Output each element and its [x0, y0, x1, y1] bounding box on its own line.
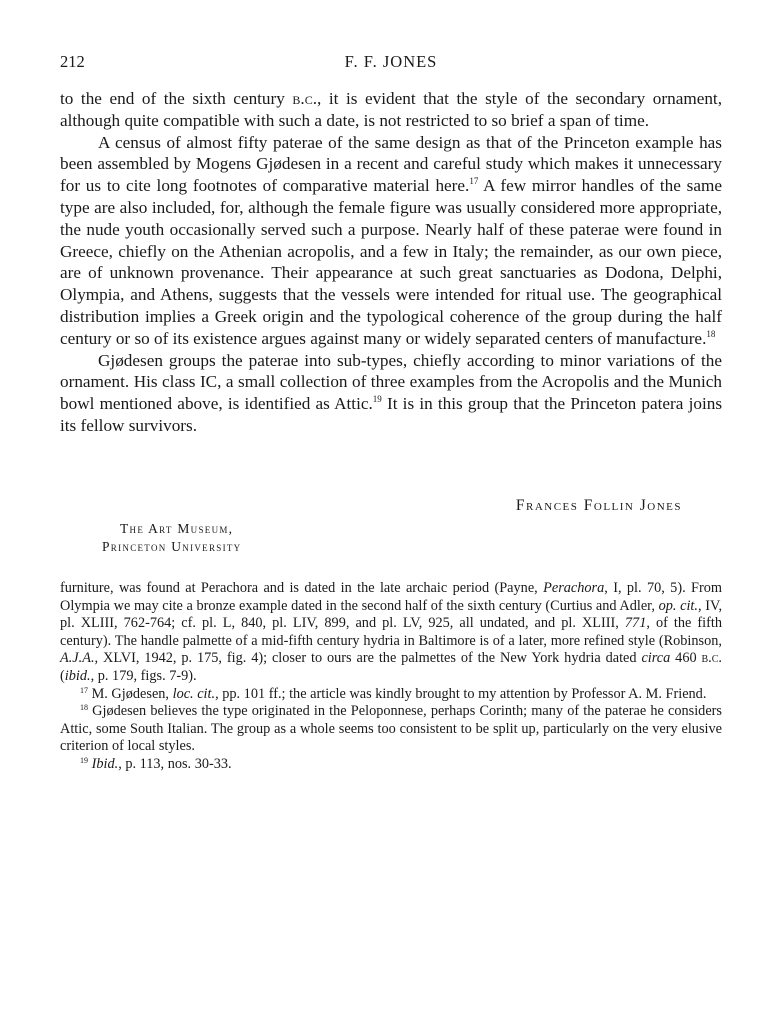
fn-cont-t3: , IV, pl. XLIII, 762-764; cf. pl. L, 840, pl. LIV, 899, and pl. LV, 925, all undated, and pl. XLIII,	[60, 597, 723, 632]
footnote-19	[60, 756, 722, 774]
fn-cont-t6: 460	[670, 650, 702, 667]
affiliation-line-1: The Art Museum,	[120, 521, 234, 536]
p1-text-a: to the end of the sixth century	[60, 89, 293, 108]
fn-cont-i1: Perachora	[543, 580, 605, 596]
p2-text-a: A census of almost fifty paterae of the same design as that of the Princeton example has been assembled by Mogens Gjødesen in a recent and careful study which makes it unnecessary for us to cite long footnotes of comparative material here.	[60, 132, 722, 196]
footnote-17	[60, 686, 722, 704]
fn18-text: Gjødesen believes the type originated in the Peloponnese, perhaps Corinth; many of the paterae he considers Attic, some South Italian. The group as a whole seems too consistent to be split up, particularly on the very elusive criterion of local styles.	[60, 703, 722, 755]
footnote-ref-19: 19	[372, 394, 382, 405]
affiliation-line-2: Princeton University	[102, 539, 242, 554]
fn-cont-i4: A.J.A.	[60, 650, 95, 667]
fn18-num: 18	[80, 703, 88, 713]
page-number: 212	[60, 52, 85, 71]
p1-bc: b.c.	[292, 89, 318, 108]
fn17-num: 17	[80, 685, 88, 695]
footnote-ref-17: 17	[469, 176, 479, 187]
p3-text-a: Gjødesen groups the paterae into sub-types, chiefly according to minor variations of the ornament. His class IC, a small collection of three examples from the Acropolis and the Munich bowl mentioned above, is identified as Attic.	[60, 350, 722, 414]
fn19-i1: Ibid.	[91, 755, 119, 772]
p1-text-b: , it is evident that the style of the secondary ornament, although quite compatible with such a date, is not restricted to so brief a span of time.	[60, 89, 722, 130]
paragraph-2	[60, 132, 722, 350]
running-head: F. F. JONES	[344, 52, 438, 71]
fn17-t1: M. Gjødesen,	[88, 685, 173, 702]
fn19-t2: , p. 113, nos. 30-33.	[118, 755, 232, 772]
fn-cont-t5: , XLVI, 1942, p. 175, fig. 4); closer to ours are the palmettes of the New York hydria dated	[94, 650, 642, 667]
footnote-18	[60, 703, 722, 756]
footnotes	[60, 580, 722, 774]
paragraph-3	[60, 350, 722, 437]
fn-cont-t7: (	[60, 667, 65, 684]
fn-cont-t1: furniture, was found at Perachora and is dated in the late archaic period (Payne,	[60, 580, 544, 596]
footnote-ref-18: 18	[706, 328, 716, 339]
fn-cont-bc: b.c.	[701, 650, 723, 667]
fn19-num: 19	[80, 755, 88, 765]
p3-text-b: It is in this group that the Princeton patera joins its fellow survivors.	[60, 394, 723, 435]
fn-cont-t4: , of the fifth century). The handle palmette of a mid-fifth century hydria in Baltimore is of a later, more refined style (Robinson,	[60, 615, 722, 649]
p2-text-b: A few mirror handles of the same type are also included, for, although the female figure was usually considered more appropriate, the nude youth occasionally served such a purpose. Nearly half of these paterae were found in Greece, chiefly on the Athenian acropolis, and a few in Italy; the remainder, as our own piece, are of unknown provenance. Their appearance at such great sanctuaries as Dodona, Delphi, Olympia, and Athens, suggests that the vessels were intended for ritual use. The geographical distribution implies a Greek origin and the typological coherence of the group during the half century or so of its existence argues against many or widely separated centers of manufacture.	[60, 176, 722, 348]
author-signature: Frances Follin Jones	[515, 497, 682, 514]
fn-cont-i5: circa	[641, 650, 671, 667]
fn-cont-t2: , I, pl. 70, 5). From Olympia we may cite a bronze example dated in the second half of the sixth century (Curtius and Adler,	[60, 580, 722, 614]
fn17-t2: , pp. 101 ff.; the article was kindly brought to my attention by Professor A. M. Friend.	[215, 685, 707, 702]
body-text	[60, 88, 722, 437]
fn-cont-i6: ibid.	[64, 667, 91, 684]
page-header	[60, 52, 722, 76]
fn17-i1: loc. cit.	[172, 685, 216, 702]
fn-cont-t8: , p. 179, figs. 7-9).	[90, 667, 197, 684]
footnote-continued	[60, 580, 722, 686]
fn-cont-i2: op. cit.	[658, 597, 698, 614]
paragraph-1	[60, 88, 722, 132]
author-affiliation	[102, 520, 241, 556]
fn-cont-i3: 771	[624, 615, 647, 632]
